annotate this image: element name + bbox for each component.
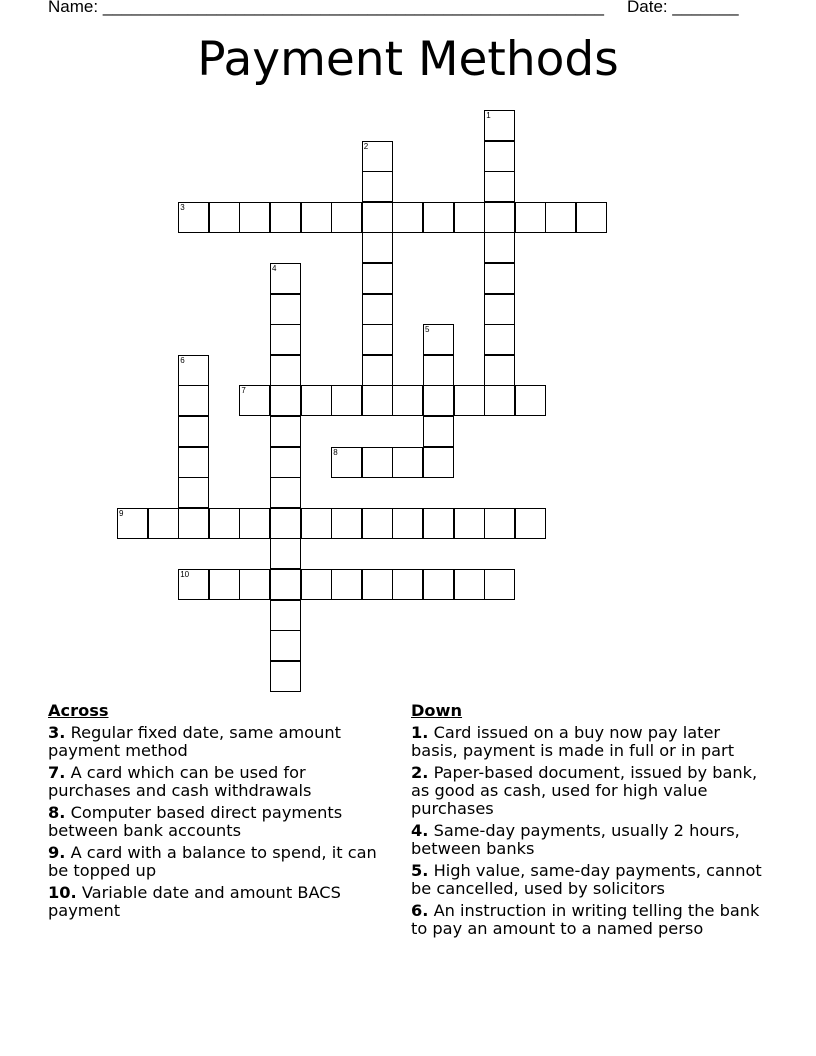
grid-cell[interactable] bbox=[484, 294, 515, 325]
grid-cell[interactable] bbox=[484, 202, 515, 233]
grid-cell[interactable] bbox=[454, 508, 485, 539]
grid-cell[interactable] bbox=[454, 202, 485, 233]
clue-text: Card issued on a buy now pay later basis, payment is made in full or in part bbox=[411, 723, 735, 760]
grid-cell[interactable] bbox=[178, 416, 209, 447]
clue-number: 7. bbox=[48, 763, 66, 782]
grid-cell[interactable] bbox=[484, 385, 515, 416]
grid-cell[interactable] bbox=[362, 294, 393, 325]
clue-item bbox=[48, 884, 388, 920]
page-title: Payment Methods bbox=[197, 32, 619, 87]
grid-cell[interactable] bbox=[545, 202, 576, 233]
clue-text: Paper-based document, issued by bank, as good as cash, used for high value purchases bbox=[411, 763, 758, 818]
grid-cell[interactable] bbox=[178, 385, 209, 416]
grid-cell[interactable] bbox=[515, 385, 546, 416]
grid-cell[interactable] bbox=[576, 202, 607, 233]
grid-cell[interactable] bbox=[362, 447, 393, 478]
grid-cell[interactable] bbox=[209, 202, 240, 233]
grid-cell[interactable] bbox=[484, 232, 515, 263]
grid-cell[interactable] bbox=[484, 508, 515, 539]
clue-item bbox=[411, 862, 771, 898]
clue-text: An instruction in writing telling the bank to pay an amount to a named perso bbox=[411, 901, 760, 938]
clue-number: 3. bbox=[48, 723, 66, 742]
clue-number: 4. bbox=[411, 821, 429, 840]
grid-cell[interactable] bbox=[423, 447, 454, 478]
clue-number: 10. bbox=[48, 883, 77, 902]
grid-cell[interactable] bbox=[331, 385, 362, 416]
grid-cell[interactable] bbox=[270, 355, 301, 386]
grid-cell[interactable] bbox=[362, 569, 393, 600]
grid-cell[interactable] bbox=[270, 385, 301, 416]
grid-cell[interactable] bbox=[392, 385, 423, 416]
clue-text: A card which can be used for purchases and cash withdrawals bbox=[48, 763, 312, 800]
grid-cell[interactable] bbox=[392, 508, 423, 539]
clue-number: 9. bbox=[48, 843, 66, 862]
grid-cell[interactable] bbox=[454, 569, 485, 600]
grid-cell[interactable] bbox=[484, 141, 515, 172]
grid-cell[interactable] bbox=[484, 110, 515, 141]
grid-cell[interactable] bbox=[178, 508, 209, 539]
down-clues bbox=[411, 702, 771, 942]
grid-cell[interactable] bbox=[270, 202, 301, 233]
grid-cell[interactable] bbox=[178, 477, 209, 508]
cell-number: 10 bbox=[180, 570, 190, 579]
across-clues bbox=[48, 702, 388, 924]
grid-cell[interactable] bbox=[270, 324, 301, 355]
cell-number: 1 bbox=[486, 111, 491, 120]
grid-cell[interactable] bbox=[484, 263, 515, 294]
clue-text: Variable date and amount BACS payment bbox=[48, 883, 341, 920]
grid-cell[interactable] bbox=[270, 416, 301, 447]
clue-text: A card with a balance to spend, it can be topped up bbox=[48, 843, 377, 880]
grid-cell[interactable] bbox=[301, 569, 332, 600]
cell-number: 2 bbox=[363, 141, 369, 151]
clue-item bbox=[411, 902, 771, 938]
grid-cell[interactable] bbox=[270, 294, 301, 325]
grid-cell[interactable] bbox=[209, 569, 240, 600]
grid-cell[interactable] bbox=[301, 202, 332, 233]
grid-cell[interactable] bbox=[423, 202, 454, 233]
grid-cell[interactable] bbox=[423, 324, 454, 355]
name-blank[interactable]: _____________________________________________________ bbox=[102, 0, 604, 16]
grid-cell[interactable] bbox=[423, 355, 454, 386]
grid-cell[interactable] bbox=[270, 508, 301, 539]
clue-text: High value, same-day payments, cannot be cancelled, used by solicitors bbox=[411, 861, 762, 898]
grid-cell[interactable] bbox=[117, 508, 148, 539]
grid-cell[interactable] bbox=[331, 569, 362, 600]
grid-cell[interactable] bbox=[270, 477, 301, 508]
grid-cell[interactable] bbox=[270, 263, 301, 294]
cell-number: 9 bbox=[119, 508, 124, 518]
grid-cell[interactable] bbox=[178, 202, 209, 233]
clue-item bbox=[411, 764, 771, 818]
grid-cell[interactable] bbox=[362, 508, 393, 539]
clue-item bbox=[48, 804, 388, 840]
grid-cell[interactable] bbox=[423, 416, 454, 447]
grid-cell[interactable] bbox=[301, 385, 332, 416]
grid-cell[interactable] bbox=[239, 202, 270, 233]
grid-cell[interactable] bbox=[301, 508, 332, 539]
grid-cell[interactable] bbox=[423, 385, 454, 416]
grid-cell[interactable] bbox=[484, 171, 515, 202]
grid-cell[interactable] bbox=[331, 202, 362, 233]
grid-cell[interactable] bbox=[178, 447, 209, 478]
grid-cell[interactable] bbox=[454, 385, 485, 416]
clue-item bbox=[48, 844, 388, 880]
grid-cell[interactable] bbox=[178, 569, 209, 600]
grid-cell[interactable] bbox=[362, 141, 393, 172]
grid-cell[interactable] bbox=[362, 232, 393, 263]
cell-number: 4 bbox=[272, 264, 277, 273]
grid-cell[interactable] bbox=[331, 447, 362, 478]
grid-cell[interactable] bbox=[515, 202, 546, 233]
grid-cell[interactable] bbox=[392, 202, 423, 233]
date-blank[interactable]: _______ bbox=[672, 0, 739, 16]
grid-cell[interactable] bbox=[362, 171, 393, 202]
grid-cell[interactable] bbox=[270, 569, 301, 600]
clue-item bbox=[48, 724, 388, 760]
grid-cell[interactable] bbox=[331, 508, 362, 539]
grid-cell[interactable] bbox=[423, 508, 454, 539]
cell-number: 7 bbox=[241, 386, 246, 396]
down-heading: Down bbox=[411, 701, 463, 720]
clue-text: Computer based direct payments between bank accounts bbox=[48, 803, 343, 840]
grid-cell[interactable] bbox=[239, 508, 270, 539]
grid-cell[interactable] bbox=[392, 569, 423, 600]
grid-cell[interactable] bbox=[209, 508, 240, 539]
grid-cell[interactable] bbox=[484, 569, 515, 600]
clue-number: 6. bbox=[411, 901, 429, 920]
cell-number: 8 bbox=[333, 447, 338, 457]
grid-cell[interactable] bbox=[270, 661, 301, 692]
down-clue-list bbox=[411, 724, 771, 938]
grid-cell[interactable] bbox=[484, 324, 515, 355]
clue-text: Regular fixed date, same amount payment method bbox=[48, 723, 341, 760]
clue-number: 1. bbox=[411, 723, 429, 742]
clue-number: 5. bbox=[411, 861, 429, 880]
grid-cell[interactable] bbox=[178, 355, 209, 386]
grid-cell[interactable] bbox=[270, 447, 301, 478]
cell-number: 5 bbox=[425, 325, 430, 335]
grid-cell[interactable] bbox=[362, 324, 393, 355]
clue-item bbox=[48, 764, 388, 800]
date-label: Date: bbox=[627, 0, 668, 16]
clue-text: Same-day payments, usually 2 hours, between banks bbox=[411, 821, 740, 858]
clue-item bbox=[411, 822, 771, 858]
grid-cell[interactable] bbox=[270, 630, 301, 661]
cell-number: 6 bbox=[180, 355, 185, 365]
clue-number: 8. bbox=[48, 803, 66, 822]
grid-cell[interactable] bbox=[239, 569, 270, 600]
across-heading: Across bbox=[48, 701, 109, 720]
grid-cell[interactable] bbox=[362, 202, 393, 233]
grid-cell[interactable] bbox=[392, 447, 423, 478]
clue-number: 2. bbox=[411, 763, 429, 782]
cell-number: 3 bbox=[180, 202, 185, 212]
grid-cell[interactable] bbox=[515, 508, 546, 539]
grid-cell[interactable] bbox=[362, 263, 393, 294]
grid-cell[interactable] bbox=[239, 385, 270, 416]
grid-cell[interactable] bbox=[362, 385, 393, 416]
across-clue-list bbox=[48, 724, 388, 920]
grid-cell[interactable] bbox=[484, 355, 515, 386]
grid-cell[interactable] bbox=[148, 508, 179, 539]
clue-item bbox=[411, 724, 771, 760]
grid-cell[interactable] bbox=[270, 600, 301, 631]
grid-cell[interactable] bbox=[362, 355, 393, 386]
grid-cell[interactable] bbox=[423, 569, 454, 600]
name-label: Name: bbox=[48, 0, 99, 16]
grid-cell[interactable] bbox=[270, 538, 301, 569]
